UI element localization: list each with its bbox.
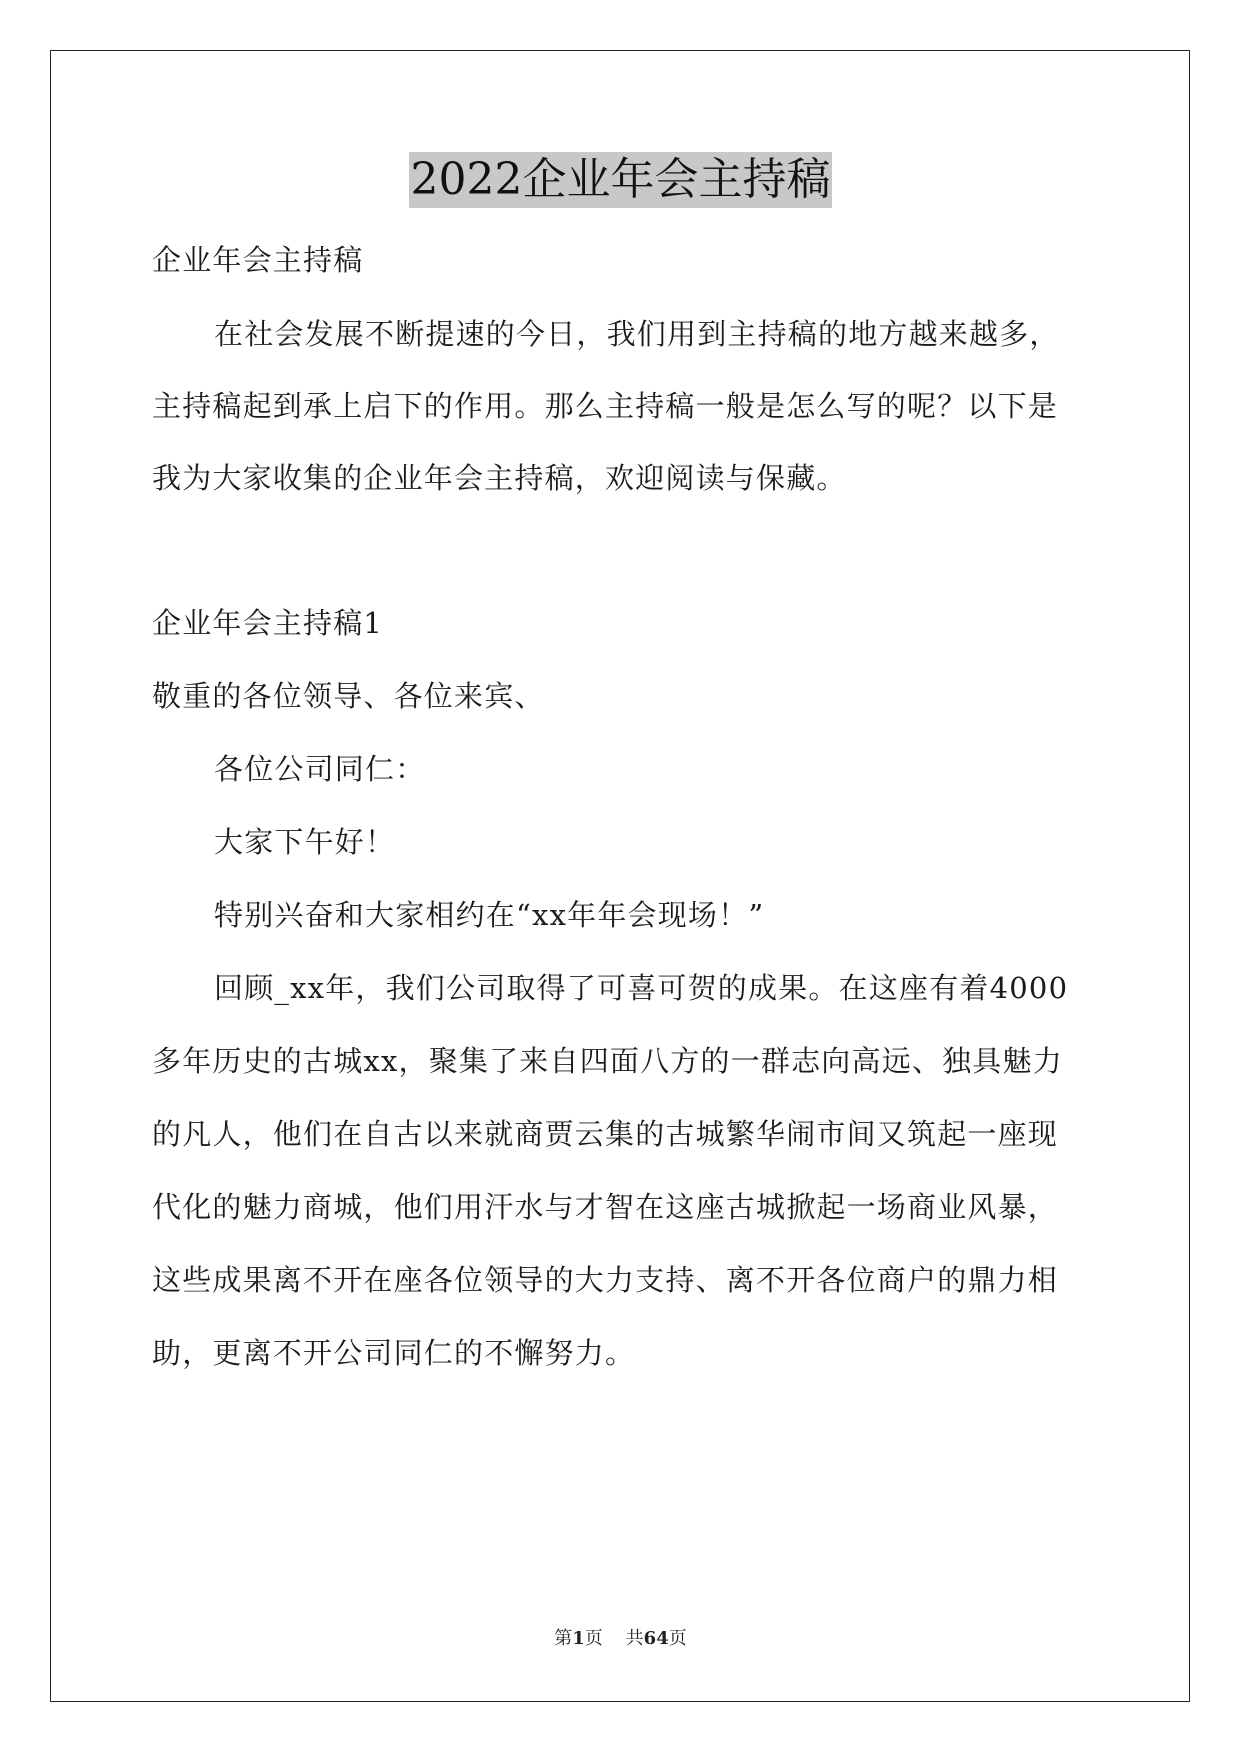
- paragraph-line: 多年历史的古城xx，聚集了来自四面八方的一群志向高远、独具魅力: [152, 1044, 1063, 1078]
- current-page-number: 1: [572, 1628, 585, 1649]
- footer-page-label: 页: [584, 1628, 603, 1649]
- paragraph-line: 回顾_xx年，我们公司取得了可喜可贺的成果。在这座有着4000: [214, 971, 1069, 1005]
- greeting-line: 大家下午好！: [214, 825, 396, 859]
- document-title: 2022企业年会主持稿: [409, 152, 833, 208]
- paragraph-line: 特别兴奋和大家相约在“xx年年会现场！”: [214, 898, 765, 932]
- title-container: [0, 152, 1241, 208]
- salutation-line: 敬重的各位领导、各位来宾、: [152, 679, 545, 713]
- paragraph-line: 助，更离不开公司同仁的不懈努力。: [152, 1336, 636, 1370]
- paragraph-line: 在社会发展不断提速的今日，我们用到主持稿的地方越来越多，: [214, 317, 1060, 351]
- total-pages-number: 64: [643, 1628, 669, 1649]
- footer-total-label: 页: [668, 1628, 687, 1649]
- paragraph-line: 我为大家收集的企业年会主持稿，欢迎阅读与保藏。: [152, 461, 847, 495]
- section-heading-1: 企业年会主持稿1: [152, 606, 384, 640]
- salutation-line: 各位公司同仁：: [214, 752, 426, 786]
- paragraph-line: 代化的魅力商城，他们用汗水与才智在这座古城掀起一场商业风暴，: [152, 1190, 1059, 1224]
- page-border: [50, 50, 1190, 1702]
- paragraph-line: 的凡人，他们在自古以来就商贾云集的古城繁华闹市间又筑起一座现: [152, 1117, 1059, 1151]
- page-footer: [0, 1627, 1241, 1651]
- paragraph-line: 主持稿起到承上启下的作用。那么主持稿一般是怎么写的呢？以下是: [152, 389, 1059, 423]
- footer-prefix: 第: [554, 1628, 573, 1649]
- section-heading: 企业年会主持稿: [152, 243, 364, 277]
- paragraph-line: 这些成果离不开在座各位领导的大力支持、离不开各位商户的鼎力相: [152, 1263, 1059, 1297]
- footer-total-prefix: 共: [625, 1628, 644, 1649]
